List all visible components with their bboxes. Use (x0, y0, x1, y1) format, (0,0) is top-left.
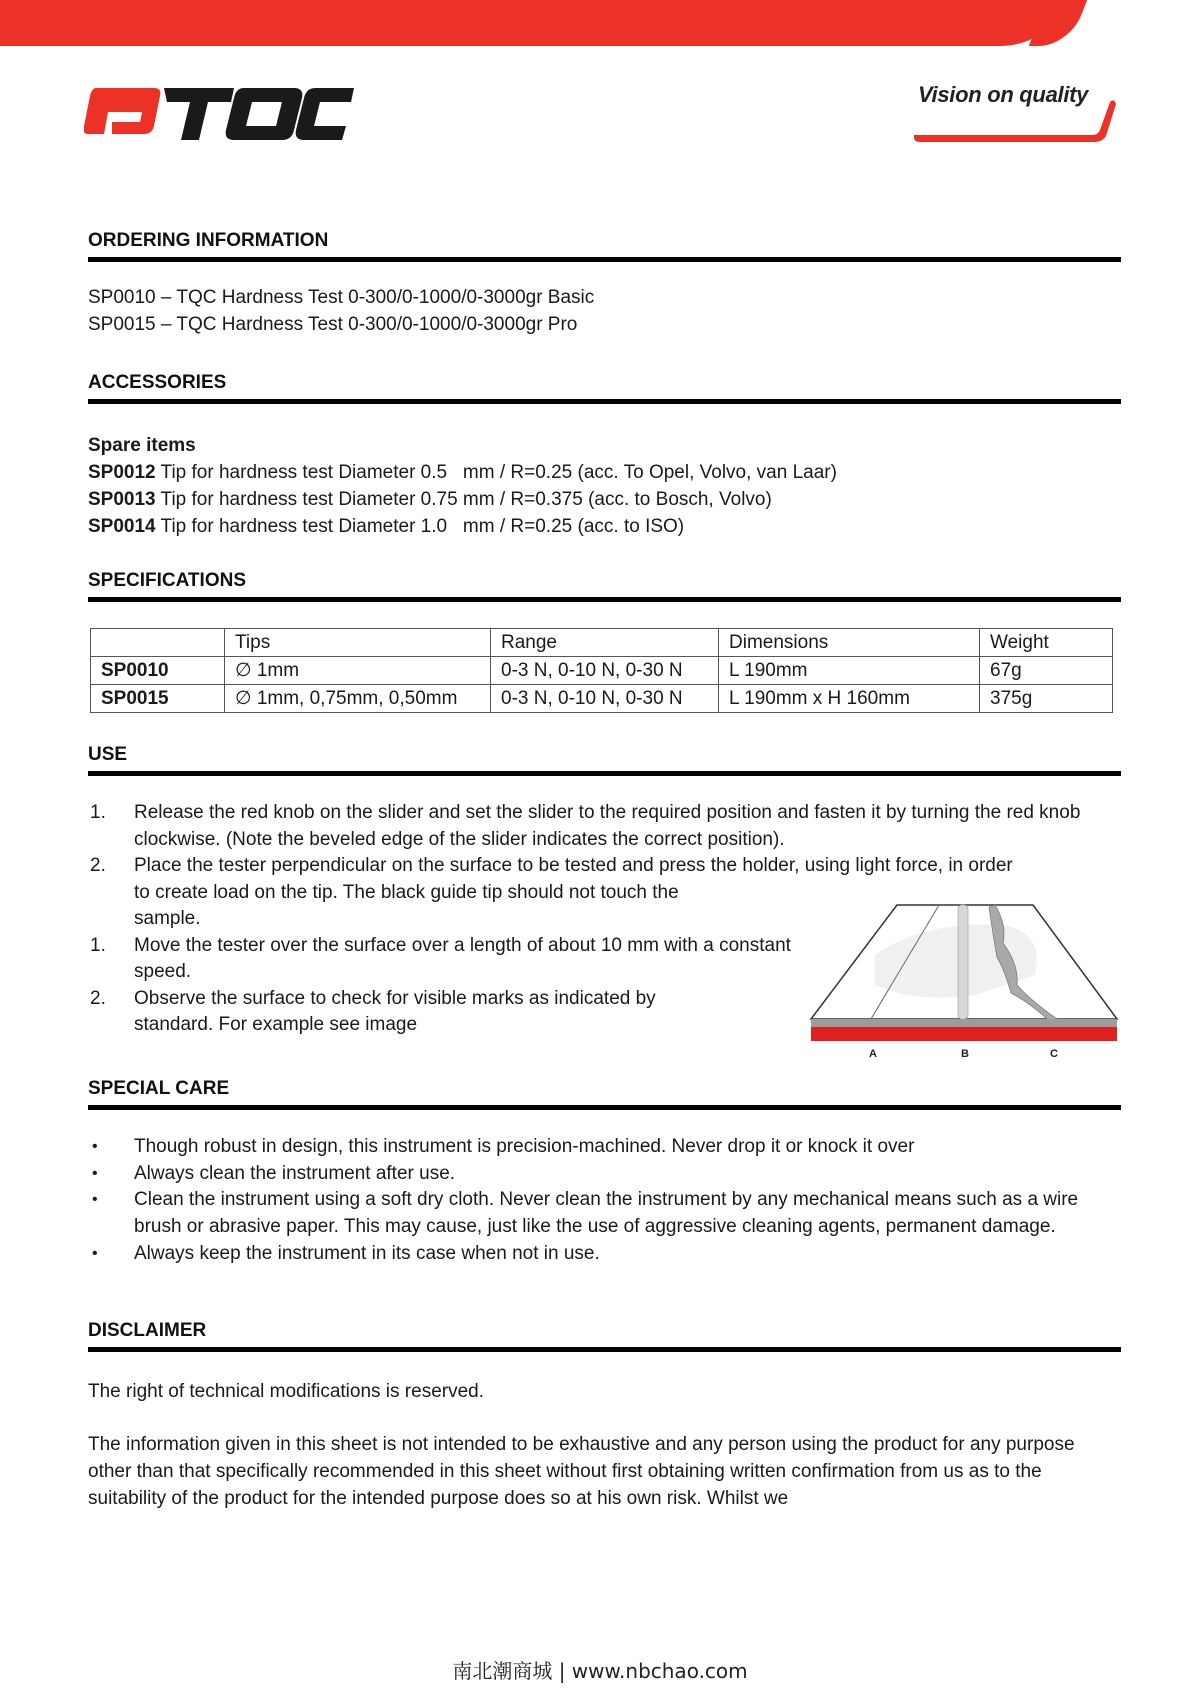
ordering-item: SP0010 – TQC Hardness Test 0-300/0-1000/0-3000gr Basic (88, 287, 595, 308)
footer-watermark: 南北潮商城 | www.nbchao.com (452, 1659, 748, 1683)
disclaimer-paragraph: The right of technical modifications is reserved. (88, 1381, 485, 1402)
spare-items-heading: Spare items (88, 435, 196, 456)
table-cell-dimensions: L 190mm x H 160mm (719, 685, 980, 713)
tqc-logo (84, 82, 354, 144)
spare-item (88, 513, 1121, 540)
tagline-text: Vision on quality (918, 82, 1089, 107)
table-header-cell: Range (491, 629, 719, 657)
accessories-section (88, 372, 1121, 540)
spare-item-code: SP0013 (88, 489, 156, 510)
table-header-cell: Weight (980, 629, 1113, 657)
special-care-title: SPECIAL CARE (88, 1078, 1121, 1110)
care-item: • Clean the instrument using a soft dry cloth. Never clean the instrument by any mechanical means such as a wire brush or abrasive paper. This may cause, just like the use of aggressive cleaning agents, permanent damage. (92, 1189, 1079, 1238)
specifications-table (90, 628, 1113, 713)
table-header-cell: Tips (225, 629, 491, 657)
disclaimer-paragraph: The information given in this sheet is not intended to be exhaustive and any person using the product for any purpose other than that specifically recommended in this sheet without first obtaining written confirmation from us as to the suitability of the product for the intended purpose does so at his own risk. Whilst we (88, 1434, 1075, 1509)
table-header-cell (91, 629, 225, 657)
care-item: • Always keep the instrument in its case when not in use. (88, 1241, 1121, 1268)
table-row (91, 685, 1113, 713)
figure-label-c: C (1050, 1048, 1058, 1060)
spare-item-desc: Tip for hardness test Diameter 0.5 mm / R=0.25 (acc. To Opel, Volvo, van Laar) (155, 462, 837, 483)
header-red-band (0, 0, 1060, 46)
table-cell-tips: ∅ 1mm (225, 657, 491, 685)
disclaimer-title: DISCLAIMER (88, 1320, 1121, 1352)
table-cell-range: 0-3 N, 0-10 N, 0-30 N (491, 685, 719, 713)
use-step: 1. Move the tester over the surface over a length of about 10 mm with a constant speed. (90, 934, 791, 982)
table-cell-dimensions: L 190mm (719, 657, 980, 685)
logo-letter-c (296, 88, 354, 140)
specifications-title: SPECIFICATIONS (88, 570, 1121, 602)
logo-letter-t (164, 88, 234, 140)
ordering-section (88, 230, 1121, 338)
accessories-title: ACCESSORIES (88, 372, 1121, 404)
table-row (91, 657, 1113, 685)
specifications-section (88, 570, 1121, 602)
spare-item (88, 486, 1121, 513)
care-item: • Always clean the instrument after use. (88, 1161, 1121, 1188)
logo-red-mark (84, 88, 160, 134)
table-header-row (91, 629, 1113, 657)
use-title: USE (88, 744, 1121, 776)
spare-item-desc: Tip for hardness test Diameter 0.75 mm / R=0.375 (acc. to Bosch, Volvo) (155, 489, 772, 510)
bullet-icon: • (92, 1191, 98, 1209)
bullet-icon: • (92, 1244, 98, 1262)
table-cell-range: 0-3 N, 0-10 N, 0-30 N (491, 657, 719, 685)
ordering-title: ORDERING INFORMATION (88, 230, 1121, 262)
use-step: 2. Place the tester perpendicular on the surface to be tested and press the holder, using light force, in order to create load on the tip. The black guide tip should not touch the sample. (90, 855, 1013, 929)
spare-item-desc: Tip for hardness test Diameter 1.0 mm / R=0.25 (acc. to ISO) (155, 516, 685, 537)
care-item: • Though robust in design, this instrument is precision-machined. Never drop it or knock it over (88, 1134, 1121, 1161)
disclaimer-section (88, 1320, 1121, 1512)
table-header-cell: Dimensions (719, 629, 980, 657)
table-cell-weight: 67g (980, 657, 1113, 685)
tagline-swoosh (910, 80, 1125, 150)
ordering-item: SP0015 – TQC Hardness Test 0-300/0-1000/0-3000gr Pro (88, 314, 578, 335)
table-cell-model: SP0010 (91, 657, 225, 685)
spare-item-code: SP0012 (88, 462, 156, 483)
tagline (910, 80, 1125, 150)
spare-item-code: SP0014 (88, 516, 156, 537)
figure-label-a: A (869, 1048, 877, 1060)
logo-letter-q (226, 88, 303, 140)
figure-label-b: B (961, 1048, 969, 1060)
care-items (88, 1134, 1121, 1268)
use-step: 2. Observe the surface to check for visible marks as indicated by standard. For example see image (90, 987, 656, 1035)
scratch-example-figure (805, 895, 1125, 1060)
table-cell-weight: 375g (980, 685, 1113, 713)
bullet-icon: • (92, 1138, 98, 1155)
bullet-icon: • (92, 1164, 98, 1182)
table-cell-tips: ∅ 1mm, 0,75mm, 0,50mm (225, 685, 491, 713)
spare-item (88, 459, 1121, 486)
table-cell-model: SP0015 (91, 685, 225, 713)
special-care-section (88, 1078, 1121, 1268)
use-step: 1. Release the red knob on the slider and set the slider to the required position and fasten it by turning the red knob clockwise. (Note the beveled edge of the slider indicates the correct position). (90, 802, 1081, 850)
